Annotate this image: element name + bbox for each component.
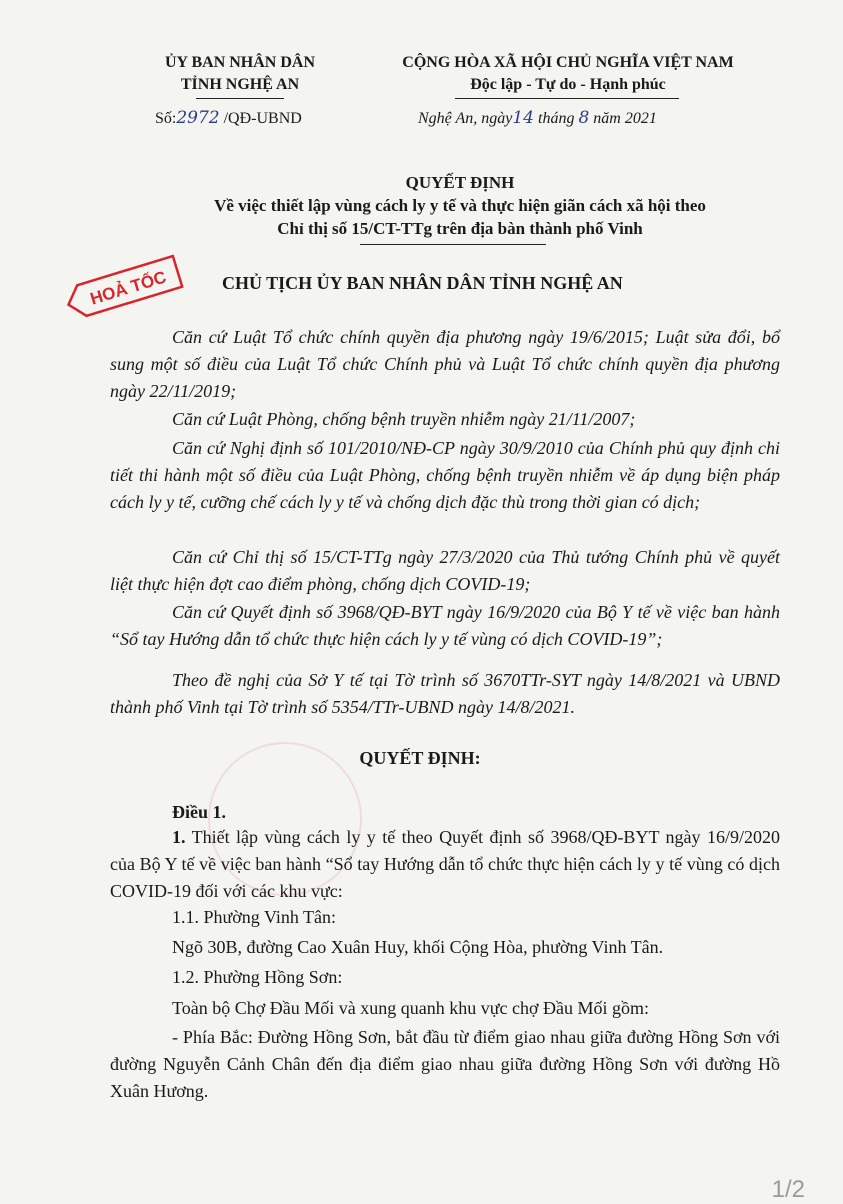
basis-4: Căn cứ Chỉ thị số 15/CT-TTg ngày 27/3/2020 của Thủ tướng Chính phủ về quyết liệt thực hiện đợt cao điểm phòng, chống dịch COVID-19;	[110, 547, 780, 594]
clause-1-number: 1.	[172, 827, 186, 847]
title-underline	[360, 244, 546, 245]
place-date-prefix: Nghệ An, ngày	[418, 110, 513, 127]
agency-line1: ỦY BAN NHÂN DÂN	[164, 54, 316, 71]
number-handwritten: 2972	[176, 108, 220, 128]
national-motto: Độc lập - Tự do - Hạnh phúc	[470, 76, 666, 93]
motto-underline	[455, 98, 679, 99]
item-1-1-detail: Ngõ 30B, đường Cao Xuân Huy, khối Cộng Hòa, phường Vinh Tân.	[172, 937, 664, 957]
month-handwritten: 8	[578, 108, 590, 128]
number-suffix: /QĐ-UBND	[219, 110, 302, 127]
clause-1-text: Thiết lập vùng cách ly y tế theo Quyết định số 3968/QĐ-BYT ngày 16/9/2020 của Bộ Y tế về việc ban hành “Sổ tay Hướng dẫn tổ chức thực hiện cách ly y tế vùng có dịch COVID-19 đối với các khu vực:	[110, 827, 780, 901]
country-name: CỘNG HÒA XÃ HỘI CHỦ NGHĨA VIỆT NAM	[402, 54, 734, 71]
basis-6: Theo đề nghị của Sở Y tế tại Tờ trình số 3670TTr-SYT ngày 14/8/2021 và UBND thành phố Vinh tại Tờ trình số 5354/TTr-UBND ngày 14/8/2021.	[110, 670, 780, 717]
urgent-stamp	[59, 251, 187, 325]
agency-line2: TỈNH NGHỆ AN	[180, 76, 300, 93]
item-1-2-detail: Toàn bộ Chợ Đầu Mối và xung quanh khu vực chợ Đầu Mối gồm:	[172, 998, 649, 1018]
issuing-authority: CHỦ TỊCH ỦY BAN NHÂN DÂN TỈNH NGHỆ AN	[222, 273, 623, 293]
place-date	[418, 108, 657, 128]
subject-line2: Chỉ thị số 15/CT-TTg trên địa bàn thành phố Vinh	[277, 219, 643, 238]
document-number	[155, 108, 302, 128]
number-prefix: Số:	[155, 110, 177, 127]
item-1-2: 1.2. Phường Hồng Sơn:	[172, 967, 343, 987]
decision-heading: QUYẾT ĐỊNH:	[359, 748, 481, 768]
basis-2: Căn cứ Luật Phòng, chống bệnh truyền nhiễm ngày 21/11/2007;	[172, 409, 636, 429]
basis-5: Căn cứ Quyết định số 3968/QĐ-BYT ngày 16/9/2020 của Bộ Y tế về việc ban hành “Sổ tay Hướng dẫn tổ chức thực hiện cách ly y tế vùng có dịch COVID-19”;	[110, 602, 780, 649]
stamp-text: HOẢ TỐC	[87, 267, 169, 309]
month-label: tháng	[534, 110, 579, 127]
stamp-icon	[59, 251, 187, 325]
day-handwritten: 14	[512, 108, 534, 128]
year-label: năm 2021	[589, 110, 657, 127]
agency-underline	[196, 98, 284, 99]
basis-1: Căn cứ Luật Tổ chức chính quyền địa phương ngày 19/6/2015; Luật sửa đổi, bổ sung một số điều của Luật Tổ chức Chính phủ và Luật Tổ chức chính quyền địa phương ngày 22/11/2019;	[110, 327, 780, 401]
page-number: 1/2	[771, 1176, 805, 1203]
decision-title: QUYẾT ĐỊNH	[405, 173, 515, 192]
basis-3: Căn cứ Nghị định số 101/2010/NĐ-CP ngày 30/9/2010 của Chính phủ quy định chi tiết thi hành một số điều của Luật Phòng, chống bệnh truyền nhiễm về áp dụng biện pháp cách ly y tế, cưỡng chế cách ly y tế và chống dịch đặc thù trong thời gian có dịch;	[110, 438, 780, 512]
north-boundary: - Phía Bắc: Đường Hồng Sơn, bắt đầu từ điểm giao nhau giữa đường Hồng Sơn với đường Nguyễn Cảnh Chân đến địa điểm giao nhau giữa đường Hồng Sơn với đường Hồ Xuân Hương.	[110, 1027, 780, 1101]
clause-1	[110, 824, 780, 905]
article-1-title: Điều 1.	[172, 802, 226, 822]
subject-line1: Về việc thiết lập vùng cách ly y tế và thực hiện giãn cách xã hội theo	[214, 196, 706, 215]
item-1-1: 1.1. Phường Vinh Tân:	[172, 907, 337, 927]
